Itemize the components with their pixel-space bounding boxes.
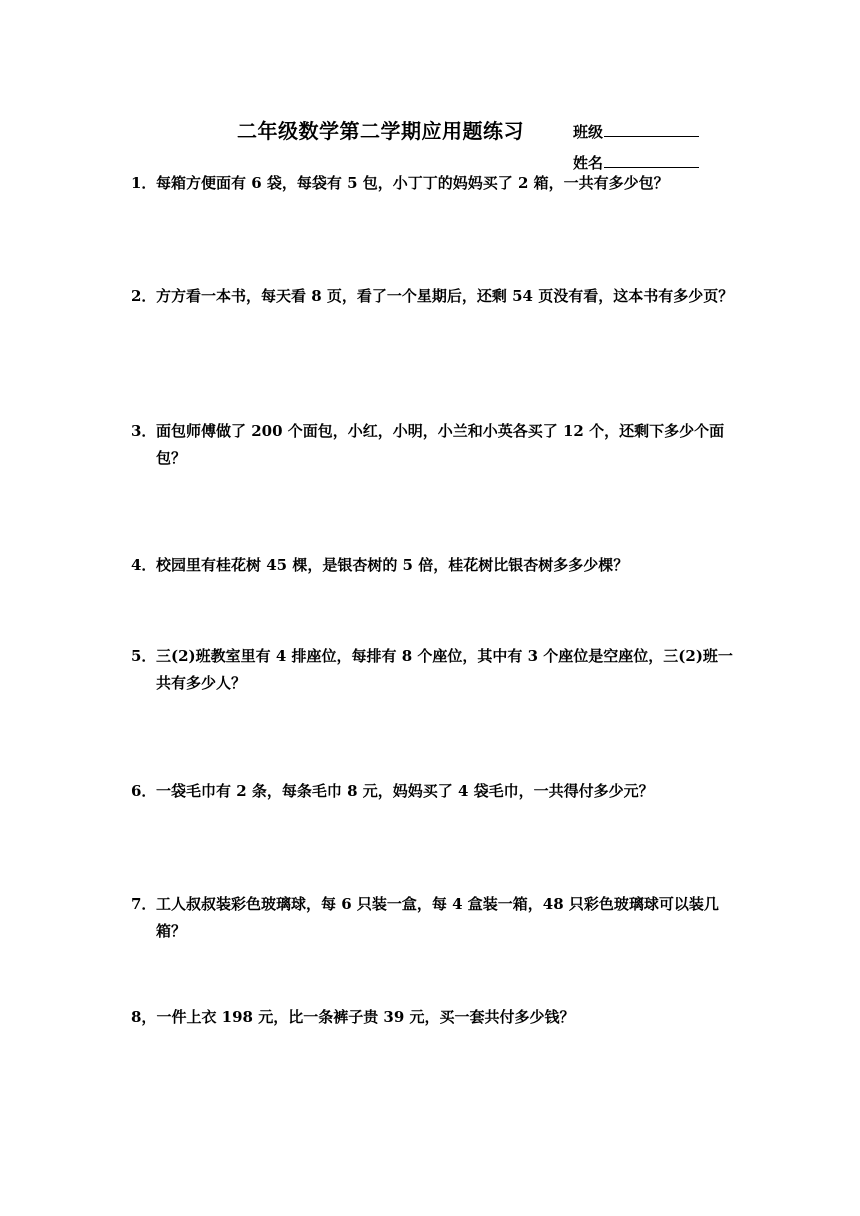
header <box>0 115 860 145</box>
class-label: 班级 <box>573 123 604 141</box>
question-text: 每箱方便面有 6 袋，每袋有 5 包，小丁丁的妈妈买了 2 箱，一共有多少包？ <box>156 174 669 192</box>
question-8 <box>131 1004 736 1031</box>
question-text: 方方看一本书，每天看 8 页，看了一个星期后，还剩 54 页没有看，这本书有多少页？ <box>156 287 734 305</box>
question-number: 1． <box>131 174 157 192</box>
question-number: 4． <box>131 556 157 574</box>
question-number: 6． <box>131 782 157 800</box>
class-field <box>573 121 699 142</box>
question-number: 3． <box>131 422 157 440</box>
question-1 <box>131 170 736 197</box>
question-line <box>131 1004 736 1031</box>
question-text: 面包师傅做了 200 个面包，小红，小明，小兰和小英各买了 12 个，还剩下多少个面包？ <box>156 422 725 467</box>
question-7 <box>131 891 736 945</box>
question-text: 校园里有桂花树 45 棵，是银杏树的 5 倍，桂花树比银杏树多多少棵？ <box>156 556 629 574</box>
name-blank-line[interactable] <box>604 153 699 168</box>
question-number: 5． <box>131 647 157 665</box>
name-label: 姓名 <box>573 154 604 172</box>
question-text: 三(2)班教室里有 4 排座位，每排有 8 个座位，其中有 3 个座位是空座位，三(2)班一共有多少人？ <box>156 647 733 692</box>
question-text: 一袋毛巾有 2 条，每条毛巾 8 元，妈妈买了 4 袋毛巾，一共得付多少元？ <box>156 782 654 800</box>
question-4 <box>131 552 736 579</box>
question-text: 一件上衣 198 元，比一条裤子贵 39 元，买一套共付多少钱？ <box>156 1008 575 1026</box>
page-title: 二年级数学第二学期应用题练习 <box>237 119 524 143</box>
question-number: 7． <box>131 895 157 913</box>
question-6 <box>131 778 736 805</box>
question-3 <box>131 418 736 472</box>
question-text: 工人叔叔装彩色玻璃球，每 6 只装一盒，每 4 盒装一箱，48 只彩色玻璃球可以装几箱？ <box>156 895 719 940</box>
question-2 <box>131 283 736 310</box>
class-blank-line[interactable] <box>604 122 699 137</box>
question-number: 8， <box>131 1008 157 1026</box>
question-5 <box>131 643 736 697</box>
question-number: 2． <box>131 287 157 305</box>
